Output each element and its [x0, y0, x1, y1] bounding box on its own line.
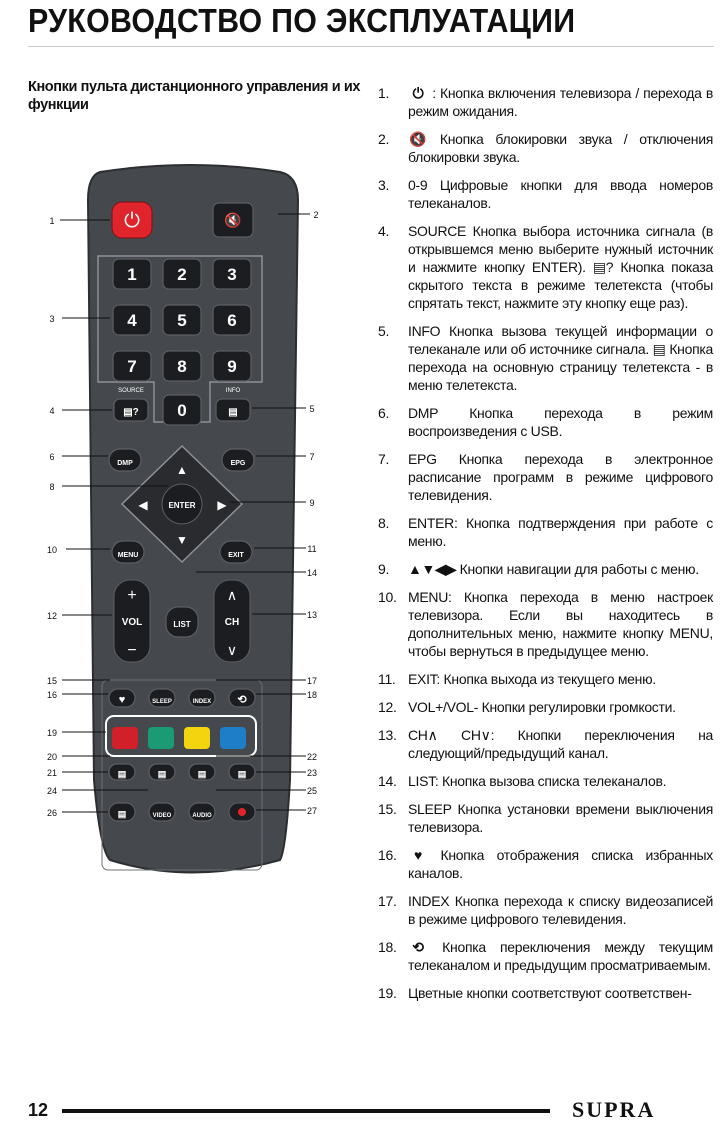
- item-text: SLEEP Кнопка установки времени выключения телевизора.: [408, 801, 713, 835]
- ch-down-icon: ∨: [226, 642, 238, 658]
- list-item: [378, 514, 713, 550]
- item-number: 12.: [378, 699, 397, 715]
- callout-number: 24: [46, 786, 58, 796]
- list-item: [378, 222, 713, 312]
- recall-button-label: ⟲: [237, 694, 247, 706]
- item-number: 10.: [378, 589, 397, 605]
- list-item: [378, 404, 713, 440]
- left-arrow-icon: ◀: [138, 498, 148, 512]
- callout-number: 21: [46, 768, 58, 778]
- list-item: [378, 560, 713, 578]
- item-number: 14.: [378, 773, 397, 789]
- digit-button-label: 6: [227, 311, 237, 330]
- list-item: [378, 726, 713, 762]
- list-item: [378, 670, 713, 688]
- callout-number: 5: [309, 404, 315, 414]
- callout-number: 25: [306, 786, 318, 796]
- callout-number: 14: [306, 568, 318, 578]
- callout-number: 9: [309, 498, 315, 508]
- callout-number: 11: [307, 544, 317, 554]
- list-item: [378, 984, 713, 1002]
- item-number: 16.: [378, 847, 397, 863]
- callout-number: 4: [49, 406, 55, 416]
- page-title: РУКОВОДСТВО ПО ЭКСПЛУАТАЦИИ: [28, 2, 576, 39]
- item-text: Кнопки навигации для работы с меню.: [459, 561, 699, 577]
- digit-button-label: 5: [177, 311, 187, 330]
- callout-number: 17: [306, 676, 318, 686]
- item-number: 4.: [378, 223, 390, 239]
- item-text: Кнопка блокировки звука / отключения блокировки звука.: [408, 131, 714, 165]
- page-number: 12: [28, 1100, 49, 1120]
- callout-number: 7: [309, 452, 315, 462]
- item-text: Кнопка отображения списка избранных каналов.: [408, 847, 713, 881]
- callout-number: 18: [306, 690, 318, 700]
- item-text: INFO Кнопка вызова текущей информации о телеканале или об источнике сигнала. ▤ Кнопка перехода на основную страницу телетекста - в меню телетекста.: [408, 323, 713, 393]
- callout-number: 10: [46, 545, 58, 555]
- item-number: 11.: [378, 671, 396, 687]
- color-key-button: [184, 727, 210, 749]
- mute-icon: 🔇: [409, 131, 427, 147]
- vol-plus-icon: +: [127, 587, 137, 604]
- item-text: Цветные кнопки соответствуют соответствен-: [408, 985, 692, 1001]
- digit-button-label: 0: [177, 401, 187, 420]
- item-text: ENTER: Кнопка подтверждения при работе с меню.: [408, 515, 713, 549]
- teletext-button-label: ▤: [157, 769, 167, 779]
- favorite-button-label: ♥: [118, 694, 126, 706]
- color-key-button: [148, 727, 174, 749]
- item-text: INDEX Кнопка перехода к списку видеозаписей в режиме цифрового телевидения.: [408, 893, 713, 927]
- item-number: 17.: [378, 893, 397, 909]
- item-text: Кнопка переключения между текущим телеканалом и предыдущим просматриваемым.: [408, 939, 713, 973]
- callout-number: 23: [306, 768, 318, 778]
- index-button-label: INDEX: [192, 699, 212, 705]
- vol-minus-icon: −: [127, 642, 137, 659]
- info-button-label: ▤: [228, 407, 238, 418]
- list-item: [378, 450, 713, 504]
- epg-button-label: EPG: [230, 460, 246, 467]
- list-button-label: LIST: [173, 620, 191, 629]
- digit-button-label: 4: [127, 311, 137, 330]
- ch-label: CH: [224, 617, 240, 628]
- item-text: EPG Кнопка перехода в электронное расписание программ в режиме цифрового телевидения.: [408, 451, 713, 503]
- source-button-label: ▤?: [123, 407, 139, 418]
- list-item: [378, 772, 713, 790]
- list-item: [378, 176, 713, 212]
- item-number: 15.: [378, 801, 397, 817]
- sleep-button-label: SLEEP: [152, 699, 172, 705]
- callout-number: 6: [49, 452, 55, 462]
- callout-number: 26: [46, 808, 58, 818]
- video-button-label: VIDEO: [152, 813, 172, 819]
- arrows-icon: ▲▼◀▶: [408, 561, 457, 577]
- enter-label: ENTER: [168, 501, 196, 510]
- record-icon: [238, 808, 246, 816]
- footer-rule: [62, 1109, 550, 1113]
- list-item: [378, 938, 713, 974]
- callout-number: 1: [49, 216, 55, 226]
- item-number: 1.: [378, 85, 390, 101]
- teletext-mix-button-label: ▤: [117, 809, 127, 819]
- item-number: 3.: [378, 177, 390, 193]
- remote-control-illustration: [40, 160, 340, 1080]
- recall-icon: ⟲: [412, 939, 424, 955]
- callout-number: 12: [46, 611, 58, 621]
- power-icon: ⏻: [412, 85, 424, 101]
- audio-button-label: AUDIO: [192, 813, 212, 819]
- list-item: [378, 800, 713, 836]
- item-number: 19.: [378, 985, 397, 1001]
- vol-label: VOL: [121, 617, 143, 628]
- up-arrow-icon: ▲: [176, 463, 188, 477]
- item-number: 8.: [378, 515, 390, 531]
- list-item: [378, 892, 713, 928]
- item-text: 0-9 Цифровые кнопки для ввода номеров телеканалов.: [408, 177, 713, 211]
- item-text: DMP Кнопка перехода в режим воспроизведения с USB.: [408, 405, 713, 439]
- power-icon: ⏻: [124, 210, 140, 232]
- digit-button-label: 8: [177, 357, 187, 376]
- ch-up-icon: ∧: [226, 587, 238, 603]
- digit-button-label: 9: [227, 357, 237, 376]
- list-item: [378, 846, 713, 882]
- item-number: 18.: [378, 939, 397, 955]
- item-number: 6.: [378, 405, 390, 421]
- callout-number: 22: [306, 752, 318, 762]
- item-text: : Кнопка включения телевизора / перехода в режим ожидания.: [408, 85, 713, 119]
- callout-number: 3: [49, 314, 55, 324]
- item-number: 5.: [378, 323, 390, 339]
- brand-logo: SUPRA: [572, 1097, 656, 1122]
- item-text: MENU: Кнопка перехода в меню настроек телевизора. Если вы находитесь в дополнительных меню, нажмите кнопку MENU, чтобы вернуться в предыдущее меню.: [408, 589, 713, 659]
- item-number: 7.: [378, 451, 390, 467]
- item-text: LIST: Кнопка вызова списка телеканалов.: [408, 773, 667, 789]
- section-subtitle: Кнопки пульта дистанционного управления и их функции: [28, 79, 361, 113]
- item-number: 9.: [378, 561, 390, 577]
- callout-number: 19: [46, 728, 58, 738]
- header-divider: [28, 46, 714, 47]
- down-arrow-icon: ▼: [176, 533, 188, 547]
- list-item: [378, 322, 713, 394]
- teletext-button-label: ▤: [197, 769, 207, 779]
- dmp-button-label: DMP: [117, 460, 133, 467]
- list-item: [378, 698, 713, 716]
- teletext-button-label: ▤: [117, 769, 127, 779]
- digit-button-label: 1: [127, 265, 137, 284]
- list-item: [378, 84, 713, 120]
- callout-number: 16: [46, 690, 58, 700]
- callout-number: 27: [306, 806, 318, 816]
- item-number: 2.: [378, 131, 390, 147]
- right-arrow-icon: ▶: [217, 498, 227, 512]
- list-item: [378, 130, 713, 166]
- mute-button-label: 🔇: [224, 212, 242, 228]
- callout-number: 8: [49, 482, 55, 492]
- callout-number: 20: [46, 752, 58, 762]
- item-text: VOL+/VOL- Кнопки регулировки громкости.: [408, 699, 676, 715]
- callout-number: 13: [306, 610, 318, 620]
- color-key-button: [220, 727, 246, 749]
- item-text: SOURCE Кнопка выбора источника сигнала (в открывшемся меню выберите нужный источник и нажмите кнопку ENTER). ▤? Кнопка показа скрытого текста в режиме телетекста (чтобы спрятать текст, нажмите эту кнопку еще раз).: [408, 223, 713, 311]
- digit-button-label: 7: [127, 357, 137, 376]
- item-number: 13.: [378, 727, 397, 743]
- list-item: [378, 588, 713, 660]
- source-label: SOURCE: [118, 388, 144, 394]
- item-text: CH∧ CH∨: Кнопки переключения на следующий/предыдущий канал.: [408, 727, 713, 761]
- digit-button-label: 3: [227, 265, 237, 284]
- callout-number: 15: [46, 676, 58, 686]
- teletext-button-label: ▤: [237, 769, 247, 779]
- item-text: EXIT: Кнопка выхода из текущего меню.: [408, 671, 656, 687]
- digit-button-label: 2: [177, 265, 187, 284]
- exit-button-label: EXIT: [228, 552, 244, 559]
- function-list: [378, 84, 713, 1012]
- info-label: INFO: [225, 388, 241, 394]
- heart-icon: ♥: [413, 847, 422, 863]
- menu-button-label: MENU: [117, 552, 139, 559]
- callout-number: 2: [313, 210, 319, 220]
- color-key-button: [112, 727, 138, 749]
